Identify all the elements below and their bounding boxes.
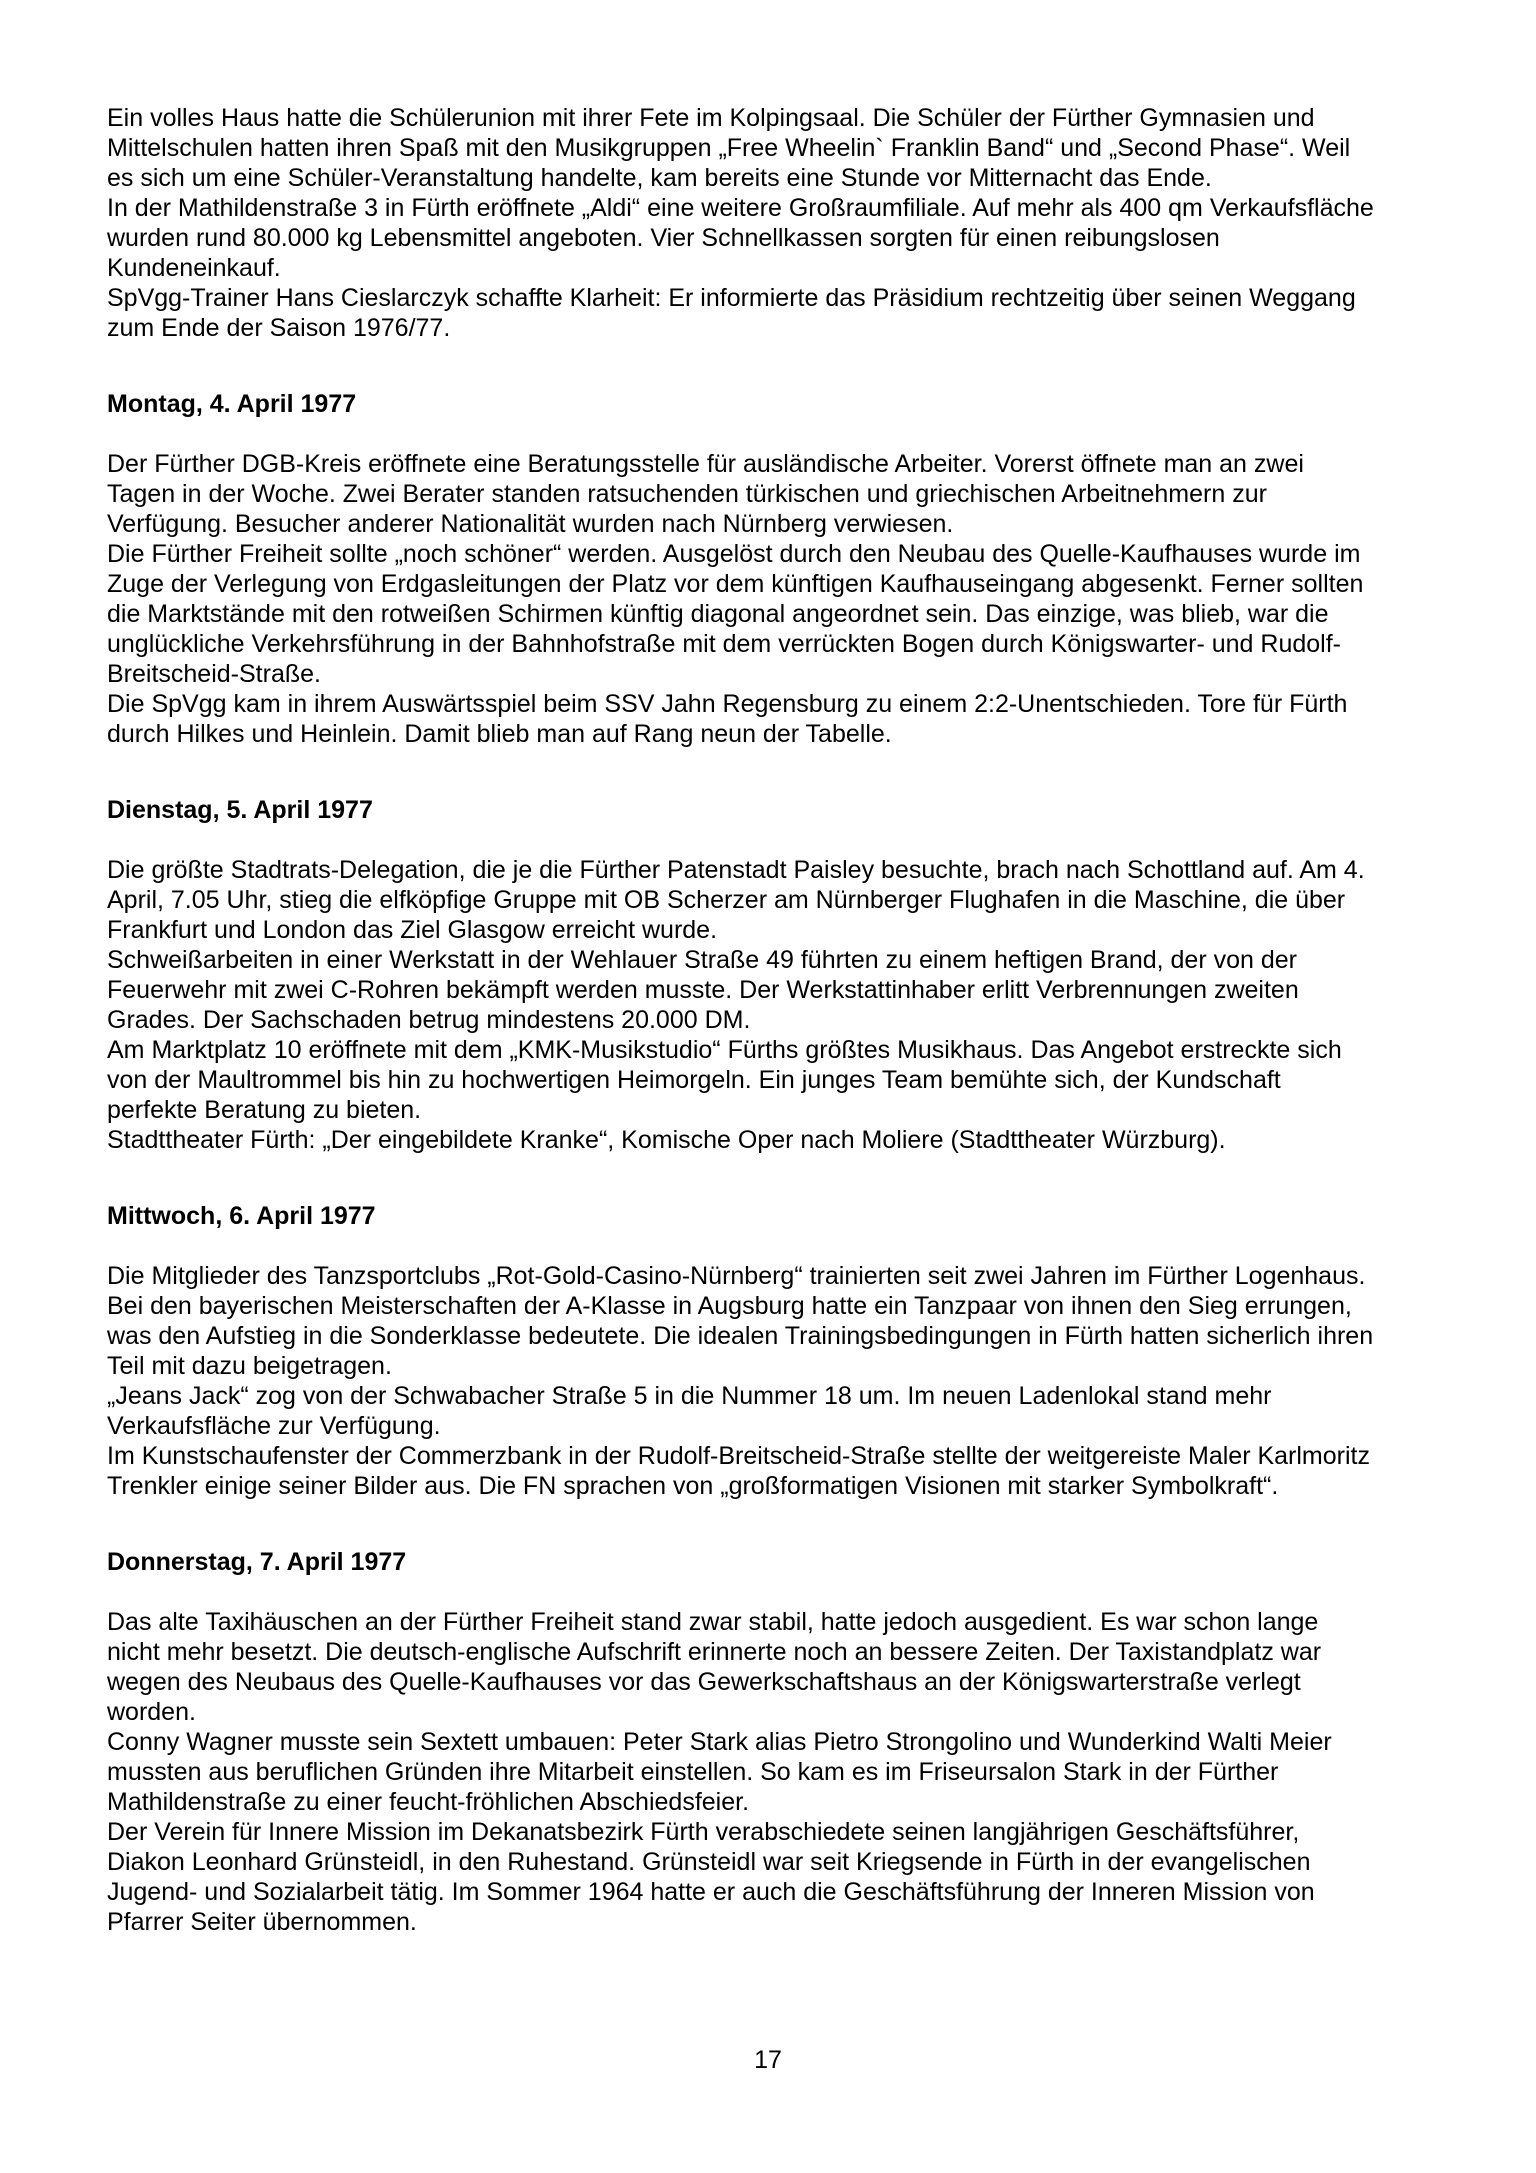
intro-paragraph: Ein volles Haus hatte die Schülerunion mit ihrer Fete im Kolpingsaal. Die Schüler der Fürther Gymnasien und Mittelschulen hatten ihren Spaß mit den Musikgruppen „Free Wheelin` Franklin Band“ und „Second Phase“. Weil es sich um eine Schüler-Veranstaltung handelte, kam bereits eine Stunde vor Mitternacht das Ende. bbox=[107, 104, 1351, 192]
body-paragraph: Die Mitglieder des Tanzsportclubs „Rot-Gold-Casino-Nürnberg“ trainierten seit zwei Jahren im Fürther Logenhaus. Bei den bayerischen Meisterschaften der A-Klasse in Augsburg hatte ein Tanzpaar von ihnen den Sieg errungen, was den Aufstieg in die Sonderklasse bedeutete. Die idealen Trainingsbedingungen in Fürth hatten sicherlich ihren Teil mit dazu beigetragen. bbox=[107, 1262, 1374, 1380]
body-paragraph: Im Kunstschaufenster der Commerzbank in der Rudolf-Breitscheid-Straße stellte der weitgereiste Maler Karlmoritz Trenkler einige seiner Bilder aus. Die FN sprachen von „großformatigen Visionen mit starker Symbolkraft“. bbox=[107, 1442, 1370, 1500]
page-number: 17 bbox=[754, 2046, 782, 2074]
body-paragraph: „Jeans Jack“ zog von der Schwabacher Straße 5 in die Nummer 18 um. Im neuen Ladenlokal stand mehr Verkaufsfläche zur Verfügung. bbox=[107, 1382, 1272, 1440]
body-paragraph: Conny Wagner musste sein Sextett umbauen: Peter Stark alias Pietro Strongolino und Wunderkind Walti Meier mussten aus beruflichen Gründen ihre Mitarbeit einstellen. So kam es im Friseursalon Stark in der Fürther Mathildenstraße zu einer feucht-fröhlichen Abschiedsfeier. bbox=[107, 1728, 1332, 1816]
day-section-monday bbox=[107, 389, 1377, 749]
body-paragraph: Die SpVgg kam in ihrem Auswärtsspiel beim SSV Jahn Regensburg zu einem 2:2-Unentschieden. Tore für Fürth durch Hilkes und Heinlein. Damit blieb man auf Rang neun der Tabelle. bbox=[107, 690, 1348, 748]
day-section-tuesday bbox=[107, 795, 1377, 1155]
body-paragraph: Stadttheater Fürth: „Der eingebildete Kranke“, Komische Oper nach Moliere (Stadttheater Würzburg). bbox=[107, 1126, 1226, 1154]
section-heading: Mittwoch, 6. April 1977 bbox=[107, 1202, 376, 1230]
body-paragraph: Schweißarbeiten in einer Werkstatt in der Wehlauer Straße 49 führten zu einem heftigen Brand, der von der Feuerwehr mit zwei C-Rohren bekämpft werden musste. Der Werkstattinhaber erlitt Verbrennungen zweiten Grades. Der Sachschaden betrug mindestens 20.000 DM. bbox=[107, 946, 1299, 1034]
document-body bbox=[107, 103, 1377, 1937]
section-heading: Donnerstag, 7. April 1977 bbox=[107, 1548, 407, 1576]
intro-paragraph: SpVgg-Trainer Hans Cieslarczyk schaffte Klarheit: Er informierte das Präsidium rechtzeitig über seinen Weggang zum Ende der Saison 1976/77. bbox=[107, 284, 1356, 342]
day-section-wednesday bbox=[107, 1201, 1377, 1501]
body-paragraph: Am Marktplatz 10 eröffnete mit dem „KMK-Musikstudio“ Fürths größtes Musikhaus. Das Angebot erstreckte sich von der Maultrommel bis hin zu hochwertigen Heimorgeln. Ein junges Team bemühte sich, der Kundschaft perfekte Beratung zu bieten. bbox=[107, 1036, 1342, 1124]
body-paragraph: Die größte Stadtrats-Delegation, die je die Fürther Patenstadt Paisley besuchte, brach nach Schottland auf. Am 4. April, 7.05 Uhr, stieg die elfköpfige Gruppe mit OB Scherzer am Nürnberger Flughafen in die Maschine, die über Frankfurt und London das Ziel Glasgow erreicht wurde. bbox=[107, 856, 1365, 944]
section-heading: Montag, 4. April 1977 bbox=[107, 390, 357, 418]
body-paragraph: Das alte Taxihäuschen an der Fürther Freiheit stand zwar stabil, hatte jedoch ausgedient. Es war schon lange nicht mehr besetzt. Die deutsch-englische Aufschrift erinnerte noch an bessere Zeiten. Der Taxistandplatz war wegen des Neubaus des Quelle-Kaufhauses vor das Gewerkschaftshaus an der Königswarterstraße verlegt worden. bbox=[107, 1608, 1322, 1726]
body-paragraph: Der Fürther DGB-Kreis eröffnete eine Beratungsstelle für ausländische Arbeiter. Vorerst öffnete man an zwei Tagen in der Woche. Zwei Berater standen ratsuchenden türkischen und griechischen Arbeitnehmern zur Verfügung. Besucher anderer Nationalität wurden nach Nürnberg verwiesen. bbox=[107, 450, 1304, 538]
section-heading: Dienstag, 5. April 1977 bbox=[107, 796, 373, 824]
intro-paragraph: In der Mathildenstraße 3 in Fürth eröffnete „Aldi“ eine weitere Großraumfiliale. Auf mehr als 400 qm Verkaufsfläche wurden rund 80.000 kg Lebensmittel angeboten. Vier Schnellkassen sorgten für einen reibungslosen Kundeneinkauf. bbox=[107, 194, 1374, 282]
body-paragraph: Die Fürther Freiheit sollte „noch schöner“ werden. Ausgelöst durch den Neubau des Quelle-Kaufhauses wurde im Zuge der Verlegung von Erdgasleitungen der Platz vor dem künftigen Kaufhauseingang abgesenkt. Ferner sollten die Marktstände mit den rotweißen Schirmen künftig diagonal angeordnet sein. Das einzige, was blieb, war die unglückliche Verkehrsführung in der Bahnhofstraße mit dem verrückten Bogen durch Königswarter- und Rudolf-Breitscheid-Straße. bbox=[107, 540, 1364, 688]
day-section-thursday bbox=[107, 1547, 1377, 1937]
body-paragraph: Der Verein für Innere Mission im Dekanatsbezirk Fürth verabschiedete seinen langjährigen Geschäftsführer, Diakon Leonhard Grünsteidl, in den Ruhestand. Grünsteidl war seit Kriegsende in Fürth in der evangelischen Jugend- und Sozialarbeit tätig. Im Sommer 1964 hatte er auch die Geschäftsführung der Inneren Mission von Pfarrer Seiter übernommen. bbox=[107, 1818, 1315, 1936]
